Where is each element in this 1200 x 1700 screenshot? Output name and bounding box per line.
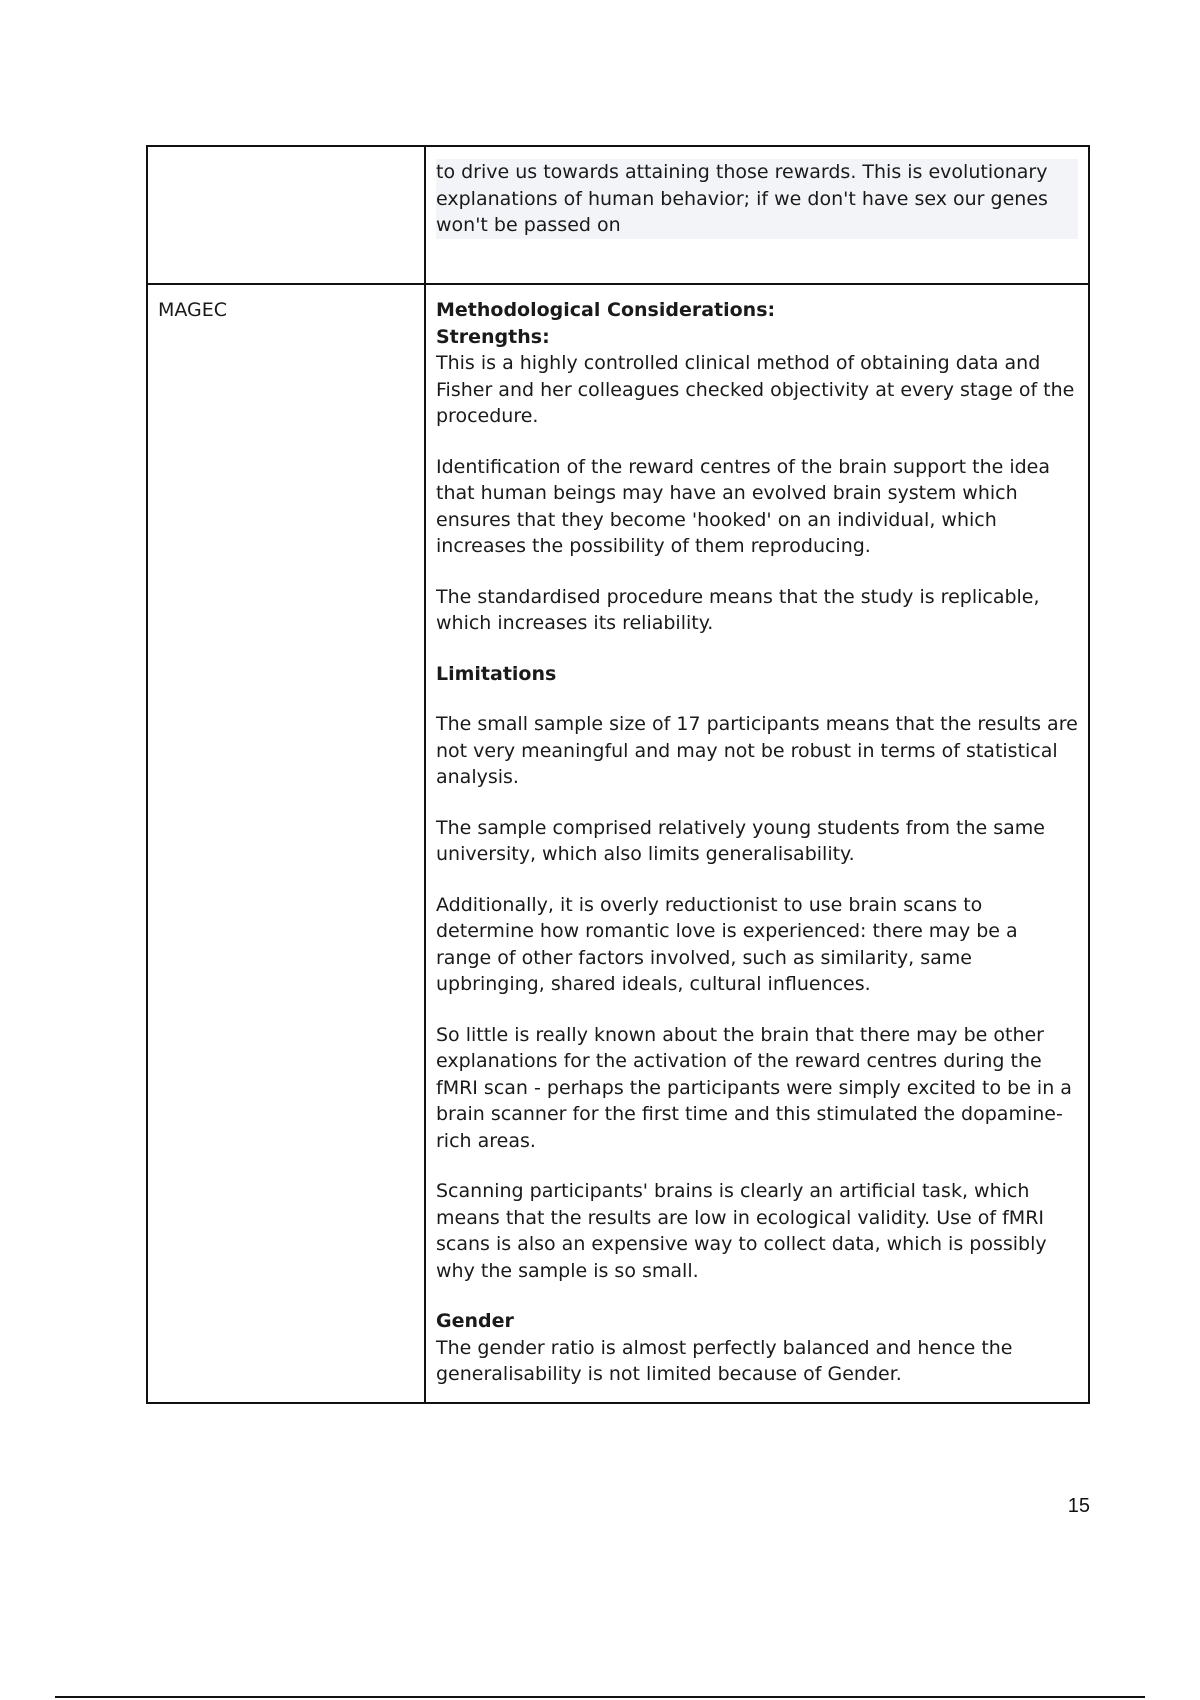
table-row-magec	[147, 284, 1089, 1403]
evaluation-cell	[425, 284, 1089, 1403]
continuation-text: to drive us towards attaining those rewards. This is evolutionary explanations of human behavior; if we don't have sex our genes won't be passed on	[436, 159, 1078, 239]
methodological-heading: Methodological Considerations:	[436, 299, 776, 321]
limitation-paragraph: So little is really known about the brain that there may be other explanations for the activation of the reward centres during the fMRI scan - perhaps the participants were simply excited to be in a brain scanner for the first time and this stimulated the dopamine-rich areas.	[436, 1023, 1072, 1152]
gender-paragraph: The gender ratio is almost perfectly balanced and hence the generalisability is not limited because of Gender.	[436, 1336, 1013, 1385]
strength-paragraph: Identification of the reward centres of the brain support the idea that human beings may have an evolved brain system which ensures that they become 'hooked' on an individual, which increases the possibility of them reproducing.	[436, 455, 1051, 557]
limitations-heading: Limitations	[436, 662, 557, 685]
study-label: MAGEC	[158, 299, 228, 321]
empty-label-cell	[147, 146, 425, 284]
limitation-paragraph: The sample comprised relatively young students from the same university, which also limits generalisability.	[436, 816, 1045, 865]
strength-paragraph: The standardised procedure means that the study is replicable, which increases its reliability.	[436, 585, 1040, 634]
table-row-continuation	[147, 146, 1089, 284]
bottom-divider	[55, 1696, 1145, 1698]
strength-paragraph: This is a highly controlled clinical method of obtaining data and Fisher and her colleagues checked objectivity at every stage of the procedure.	[436, 352, 1075, 427]
continuation-cell	[425, 146, 1089, 284]
strengths-heading: Strengths:	[436, 325, 550, 348]
gender-heading: Gender	[436, 1310, 514, 1332]
limitation-paragraph: Scanning participants' brains is clearly an artificial task, which means that the results are low in ecological validity. Use of fMRI scans is also an expensive way to collect data, which is possibly why the sample is so small.	[436, 1180, 1047, 1282]
study-evaluation-table	[146, 145, 1090, 1404]
limitation-paragraph: The small sample size of 17 participants means that the results are not very meaningful and may not be robust in terms of statistical analysis.	[436, 713, 1078, 788]
page-number: 15	[1067, 1495, 1090, 1517]
study-label-cell	[147, 284, 425, 1403]
limitation-paragraph: Additionally, it is overly reductionist to use brain scans to determine how romantic love is experienced: there may be a range of other factors involved, such as similarity, same upbringing, shared ideals, cultural influences.	[436, 893, 1018, 995]
